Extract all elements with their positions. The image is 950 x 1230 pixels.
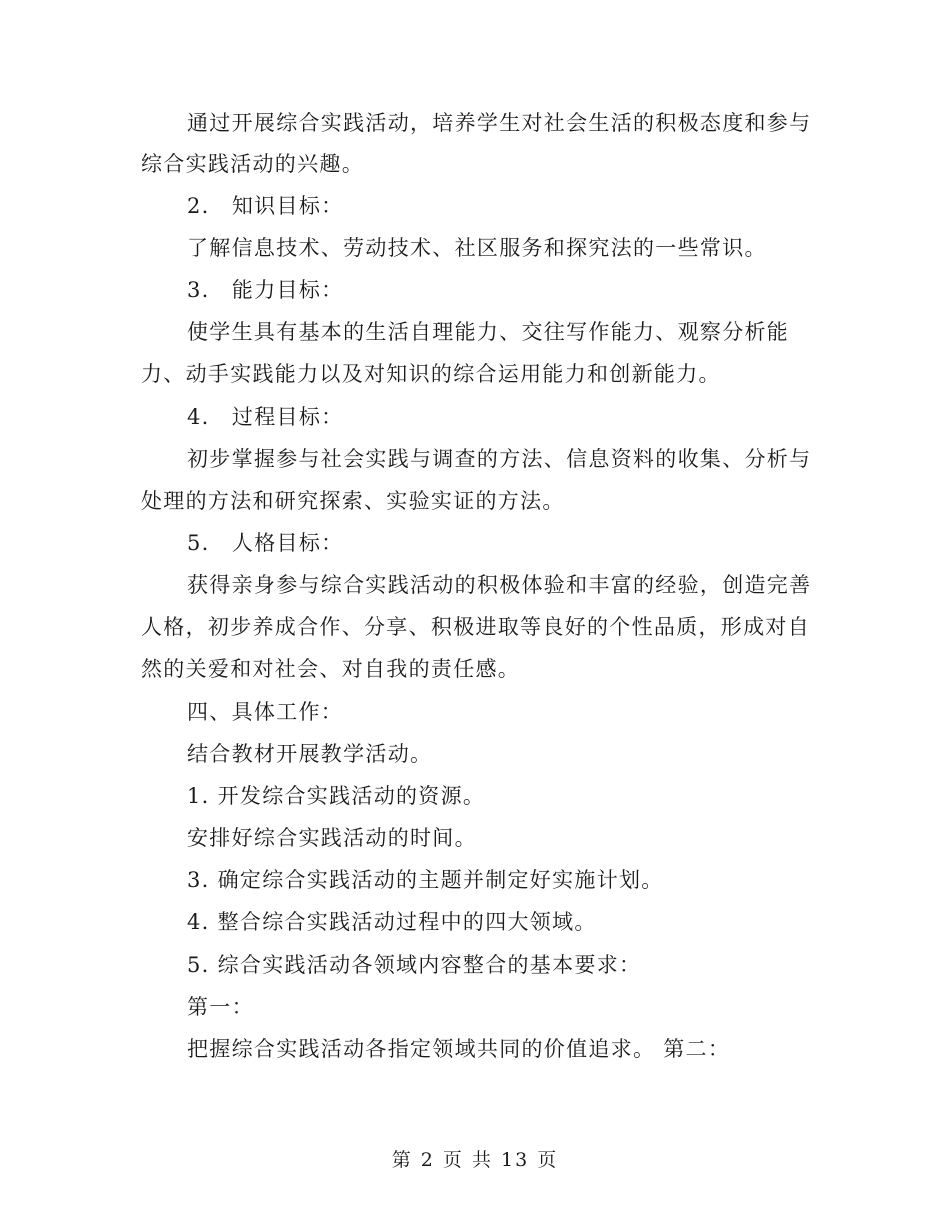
- paragraph-line: 把握综合实践活动各指定领域共同的价值追求。 第二：: [187, 1037, 731, 1061]
- list-item: 5. 综合实践活动各领域内容整合的基本要求：: [187, 953, 642, 977]
- page-footer: 第 2 页 共 13 页: [391, 1149, 559, 1171]
- section-heading: 4. 过程目标：: [187, 405, 344, 429]
- paragraph-line: 人格，初步养成合作、分享、积极进取等良好的个性品质，形成对自: [141, 615, 810, 639]
- section-heading: 3. 能力目标：: [187, 278, 344, 302]
- paragraph-line: 综合实践活动的兴趣。: [141, 152, 364, 176]
- paragraph-line: 第一：: [187, 995, 254, 1019]
- paragraph-line: 了解信息技术、劳动技术、社区服务和探究法的一些常识。: [187, 236, 767, 260]
- section-heading: 2. 知识目标：: [187, 194, 344, 218]
- list-item: 4. 整合综合实践活动过程中的四大领域。: [187, 910, 597, 934]
- paragraph-line: 安排好综合实践活动的时间。: [187, 826, 477, 850]
- list-item: 3. 确定综合实践活动的主题并制定好实施计划。: [187, 868, 664, 892]
- paragraph-line: 初步掌握参与社会实践与调查的方法、信息资料的收集、分析与: [187, 447, 812, 471]
- paragraph-line: 通过开展综合实践活动，培养学生对社会生活的积极态度和参与: [187, 111, 812, 135]
- list-item: 1. 开发综合实践活动的资源。: [187, 784, 486, 808]
- paragraph-line: 获得亲身参与综合实践活动的积极体验和丰富的经验，创造完善: [187, 573, 812, 597]
- paragraph-line: 处理的方法和研究探索、实验实证的方法。: [141, 489, 565, 513]
- section-heading: 四、具体工作：: [187, 700, 344, 724]
- section-heading: 5. 人格目标：: [187, 531, 344, 555]
- paragraph-line: 然的关爱和对社会、对自我的责任感。: [141, 657, 521, 681]
- paragraph-line: 使学生具有基本的生活自理能力、交往写作能力、观察分析能: [187, 320, 790, 344]
- paragraph-line: 结合教材开展教学活动。: [187, 742, 433, 766]
- paragraph-line: 力、动手实践能力以及对知识的综合运用能力和创新能力。: [141, 362, 721, 386]
